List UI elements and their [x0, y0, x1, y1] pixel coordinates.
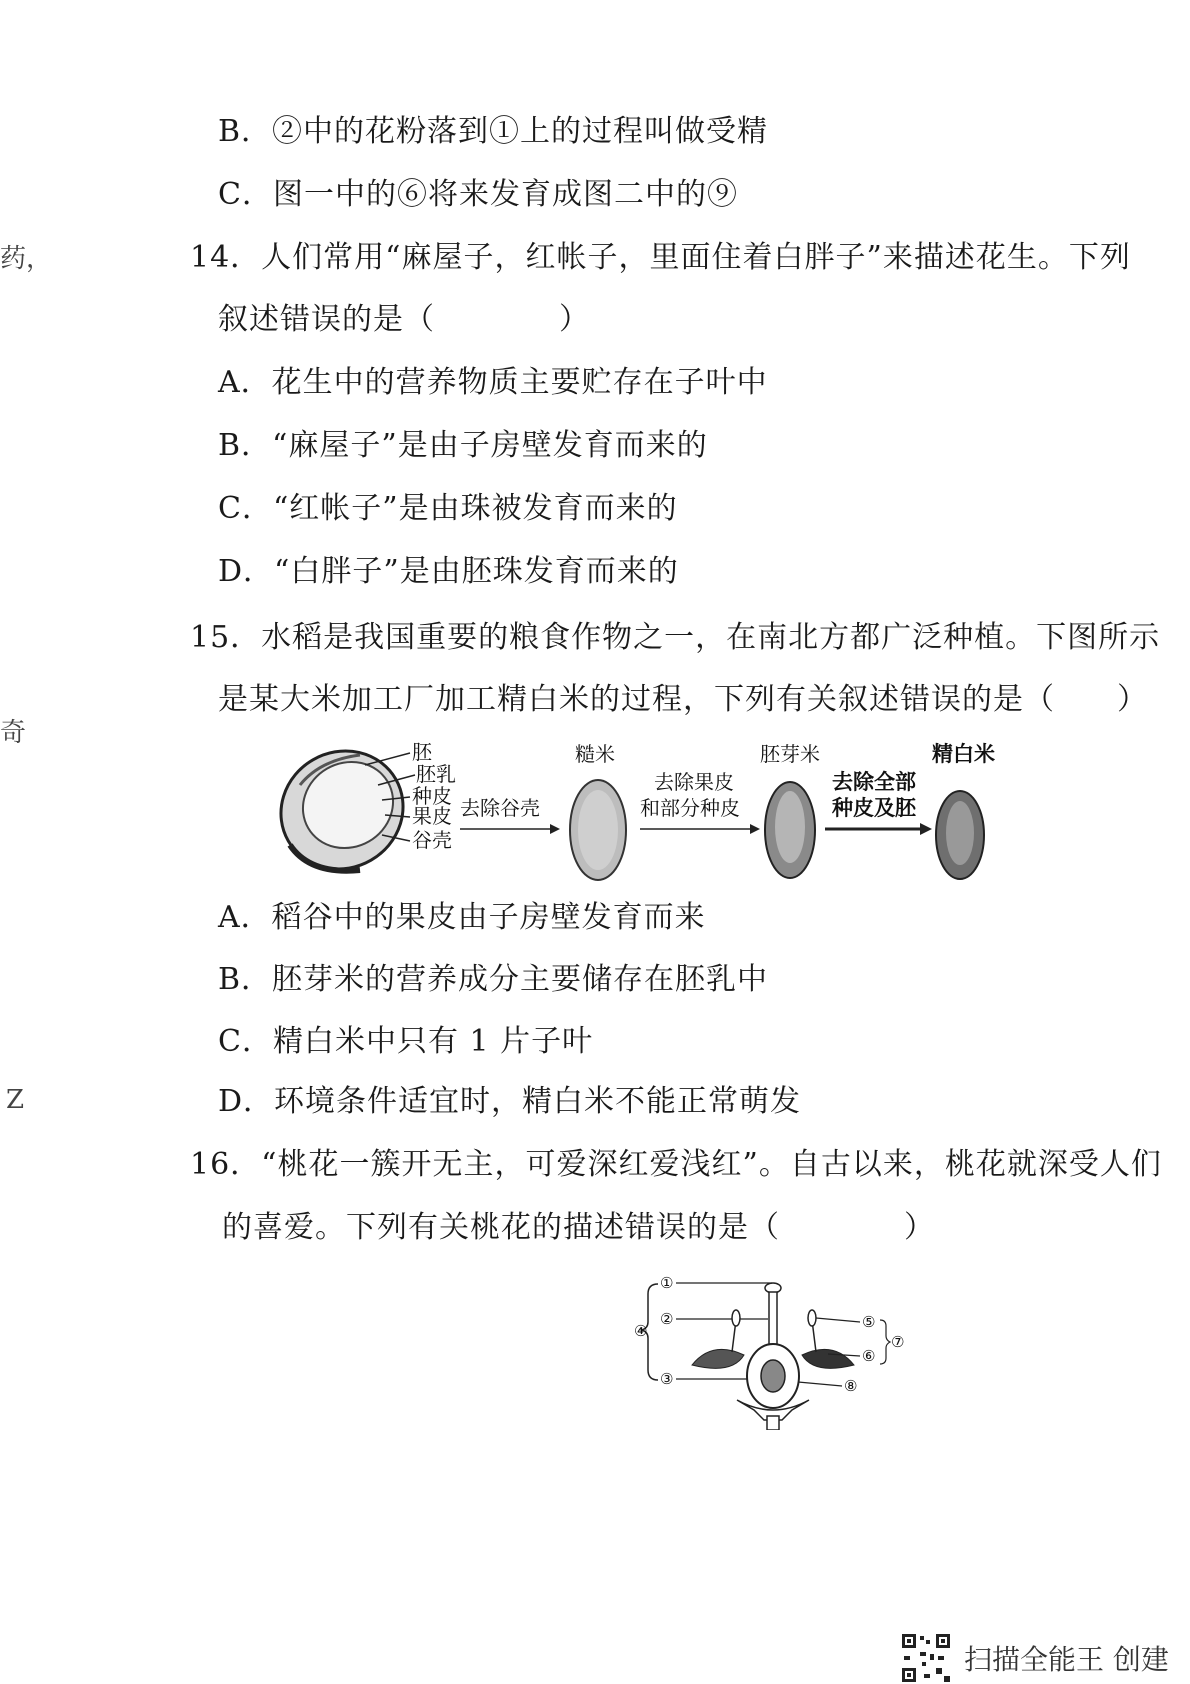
- q15-option-c: C．精白米中只有 1 片子叶: [218, 1024, 594, 1059]
- label-1: ①: [660, 1274, 674, 1292]
- q14-option-c: C．“红帐子”是由珠被发育而来的: [218, 491, 678, 526]
- q16-stem-line2: 的喜爱。下列有关桃花的描述错误的是（ ）: [222, 1210, 935, 1245]
- step2-label-line1: 去除果皮: [654, 770, 734, 794]
- part-label-seed-coat: 种皮: [412, 784, 452, 808]
- step2-label-line2: 和部分种皮: [640, 796, 740, 820]
- q15-option-a: A．稻谷中的果皮由子房壁发育而来: [218, 900, 706, 935]
- qr-code-icon: [900, 1632, 952, 1684]
- margin-fragment: 药，: [0, 244, 53, 274]
- label-4: ④: [634, 1322, 648, 1340]
- q16-stem-line1: 16．“桃花一簇开无主，可爱深红爱浅红”。自古以来，桃花就深受人们: [190, 1147, 1162, 1182]
- stage3-label: 精白米: [932, 742, 995, 766]
- label-6: ⑥: [862, 1347, 876, 1365]
- part-label-husk: 谷壳: [412, 828, 452, 852]
- label-2: ②: [660, 1310, 674, 1328]
- q13-option-b: B．②中的花粉落到①上的过程叫做受精: [218, 114, 769, 149]
- q15-stem-line1: 15．水稻是我国重要的粮食作物之一，在南北方都广泛种植。下图所示: [190, 620, 1161, 655]
- watermark-text: 扫描全能王 创建: [964, 1643, 1169, 1676]
- margin-fragment: Z: [6, 1085, 25, 1115]
- rice-processing-figure: [270, 735, 1030, 895]
- part-label-embryo: 胚: [412, 740, 432, 764]
- step3-label-line2: 种皮及胚: [832, 796, 916, 820]
- step3-label-line1: 去除全部: [832, 770, 916, 794]
- rice-grain-illustration: [270, 735, 425, 891]
- peach-flower-figure: [632, 1270, 912, 1430]
- label-8: ⑧: [844, 1377, 858, 1395]
- q14-stem-line1: 14．人们常用“麻屋子，红帐子，里面住着白胖子”来描述花生。下列: [190, 240, 1131, 275]
- margin-fragment: 奇: [0, 718, 27, 748]
- scanner-watermark: [900, 1632, 1169, 1684]
- step1-label: 去除谷壳: [460, 796, 540, 820]
- part-label-endosperm: 胚乳: [416, 762, 456, 786]
- label-5: ⑤: [862, 1313, 876, 1331]
- q13-option-c: C．图一中的⑥将来发育成图二中的⑨: [218, 177, 738, 212]
- stage1-label: 糙米: [575, 742, 615, 766]
- q14-option-a: A．花生中的营养物质主要贮存在子叶中: [218, 365, 768, 400]
- q14-option-b: B．“麻屋子”是由子房壁发育而来的: [218, 428, 708, 463]
- label-3: ③: [660, 1370, 674, 1388]
- part-label-pericarp: 果皮: [412, 804, 452, 828]
- label-7: ⑦: [891, 1333, 905, 1351]
- flower-illustration: [692, 1283, 854, 1430]
- q14-option-d: D．“白胖子”是由胚珠发育而来的: [218, 554, 679, 589]
- q15-option-b: B．胚芽米的营养成分主要储存在胚乳中: [218, 962, 769, 997]
- q14-stem-line2: 叙述错误的是（ ）: [218, 302, 590, 337]
- q15-stem-line2: 是某大米加工厂加工精白米的过程，下列有关叙述错误的是（ ）: [218, 682, 1148, 717]
- stage2-label: 胚芽米: [760, 742, 820, 766]
- q15-option-d: D．环境条件适宜时，精白米不能正常萌发: [218, 1084, 802, 1119]
